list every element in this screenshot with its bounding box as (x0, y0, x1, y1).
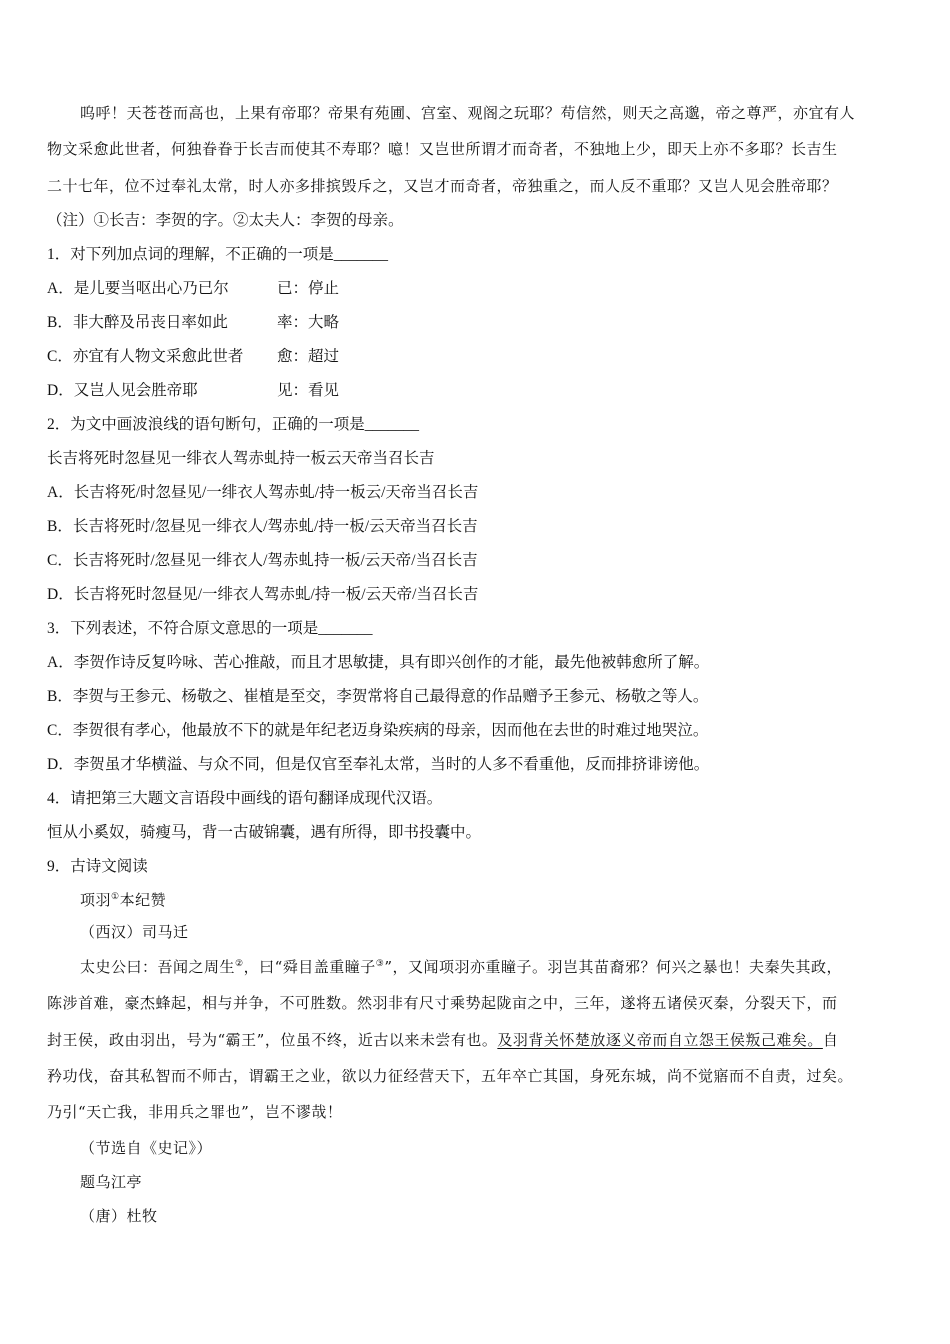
essay-title-rest: 本纪赞 (119, 891, 167, 909)
q1-option-gloss: 见：看见 (277, 382, 340, 399)
q1-option-gloss: 愈：超过 (277, 348, 340, 365)
q1-option-text: C．亦宜有人物文采愈此世者 (47, 348, 244, 365)
essay-line (47, 1030, 838, 1050)
q3-option: B．李贺与王参元、杨敬之、崔植是至交，李贺常将自己最得意的作品赠予王参元、杨敬之等人。 (47, 688, 709, 705)
q1-option-text: D．又岂人见会胜帝耶 (47, 382, 198, 399)
q3-option: D．李贺虽才华横溢、与众不同，但是仅官至奉礼太常，当时的人多不看重他，反而排挤诽谤他。 (47, 756, 710, 773)
q2-option: A．长吉将死/时忽昼见/一绯衣人驾赤虬/持一板云/天帝当召长吉 (47, 484, 479, 501)
underlined-sentence: 及羽背关怀楚放逐义帝而自立怨王侯叛己难矣。 (497, 1031, 823, 1049)
q3-option: A．李贺作诗反复吟咏、苦心推敲，而且才思敏捷，具有即兴创作的才能，最先他被韩愈所了解。 (47, 654, 710, 671)
q1-option-text: A．是儿要当呕出心乃已尔 (47, 280, 229, 297)
essay-author: （西汉）司马迁 (80, 923, 189, 941)
footnote-marker: ③ (375, 959, 385, 969)
footnote-marker: ① (111, 892, 120, 902)
q4-sentence: 恒从小奚奴，骑瘦马，背一古破锦囊，遇有所得，即书投囊中。 (47, 824, 482, 841)
q2-option: D．长吉将死时忽昼见/一绯衣人驾赤虬/持一板/云天帝/当召长吉 (47, 586, 479, 603)
essay-title-main: 项羽 (80, 891, 112, 909)
note: （注）①长吉：李贺的字。②太夫人：李贺的母亲。 (47, 212, 404, 229)
essay-line: 乃引“天亡我，非用兵之罪也”，岂不谬哉！ (47, 1103, 343, 1121)
poem-author: （唐）杜牧 (80, 1207, 158, 1225)
question-4-stem: 4．请把第三大题文言语段中画线的语句翻译成现代汉语。 (47, 790, 443, 807)
q2-option: B．长吉将死时/忽昼见一绯衣人/驾赤虬/持一板/云天帝当召长吉 (47, 518, 478, 535)
essay-text: ，曰“舜目盖重瞳子 (243, 958, 376, 976)
q1-option-gloss: 率：大略 (277, 314, 340, 331)
q1-option (47, 279, 339, 299)
passage-line: 呜呼！天苍苍而高也，上果有帝耶？帝果有苑圃、宫室、观阁之玩耶？苟信然，则天之高邈，帝之尊严，亦宜有人 (80, 104, 856, 122)
q2-sentence: 长吉将死时忽昼见一绯衣人驾赤虬持一板云天帝当召长吉 (47, 450, 435, 467)
q1-option-gloss: 已：停止 (277, 280, 340, 297)
q1-option-text: B．非大醉及吊丧日率如此 (47, 314, 228, 331)
essay-source: （节选自《史记》） (80, 1139, 213, 1157)
passage-line: 物文采愈此世者，何独眷眷于长吉而使其不寿耶？噫！又岂世所谓才而奇者，不独地上少，即天上亦不多耶？长吉生 (47, 140, 838, 158)
q1-option (47, 313, 339, 333)
q2-option: C．长吉将死时/忽昼见一绯衣人/驾赤虬持一板/云天帝/当召长吉 (47, 552, 478, 569)
q1-option (47, 347, 339, 367)
essay-title (80, 890, 166, 910)
q3-option: C．李贺很有孝心，他最放不下的就是年纪老迈身染疾病的母亲，因而他在去世的时难过地哭泣。 (47, 722, 709, 739)
q1-option (47, 381, 339, 401)
essay-text: 自 (822, 1031, 839, 1049)
section-9-heading: 9．古诗文阅读 (47, 858, 148, 875)
question-1-stem: 1．对下列加点词的理解，不正确的一项是_______ (47, 246, 389, 263)
essay-text: 太史公曰：吾闻之周生 (80, 958, 236, 976)
question-3-stem: 3．下列表述，不符合原文意思的一项是_______ (47, 620, 373, 637)
question-2-stem: 2．为文中画波浪线的语句断句，正确的一项是_______ (47, 416, 420, 433)
essay-line: 矜功伐，奋其私智而不师古，谓霸王之业，欲以力征经营天下，五年卒亡其国，身死东城，尚不觉寤而不自责，过矣。 (47, 1067, 854, 1085)
passage-line: 二十七年，位不过奉礼太常，时人亦多排摈毁斥之，又岂才而奇者，帝独重之，而人反不重耶？又岂人见会胜帝耶？ (47, 177, 838, 195)
poem-title: 题乌江亭 (80, 1173, 143, 1191)
essay-text: ”，又闻项羽亦重瞳子。羽岂其苗裔邪？何兴之暴也！夫秦失其政， (384, 958, 843, 976)
essay-text: 封王侯，政由羽出，号为“霸王”，位虽不终，近古以来未尝有也。 (47, 1031, 498, 1049)
footnote-marker: ② (235, 959, 244, 969)
essay-line (80, 957, 842, 977)
essay-line: 陈涉首难，豪杰蜂起，相与并争，不可胜数。然羽非有尺寸乘势起陇亩之中，三年，遂将五诸侯灭秦，分裂天下，而 (47, 994, 838, 1012)
